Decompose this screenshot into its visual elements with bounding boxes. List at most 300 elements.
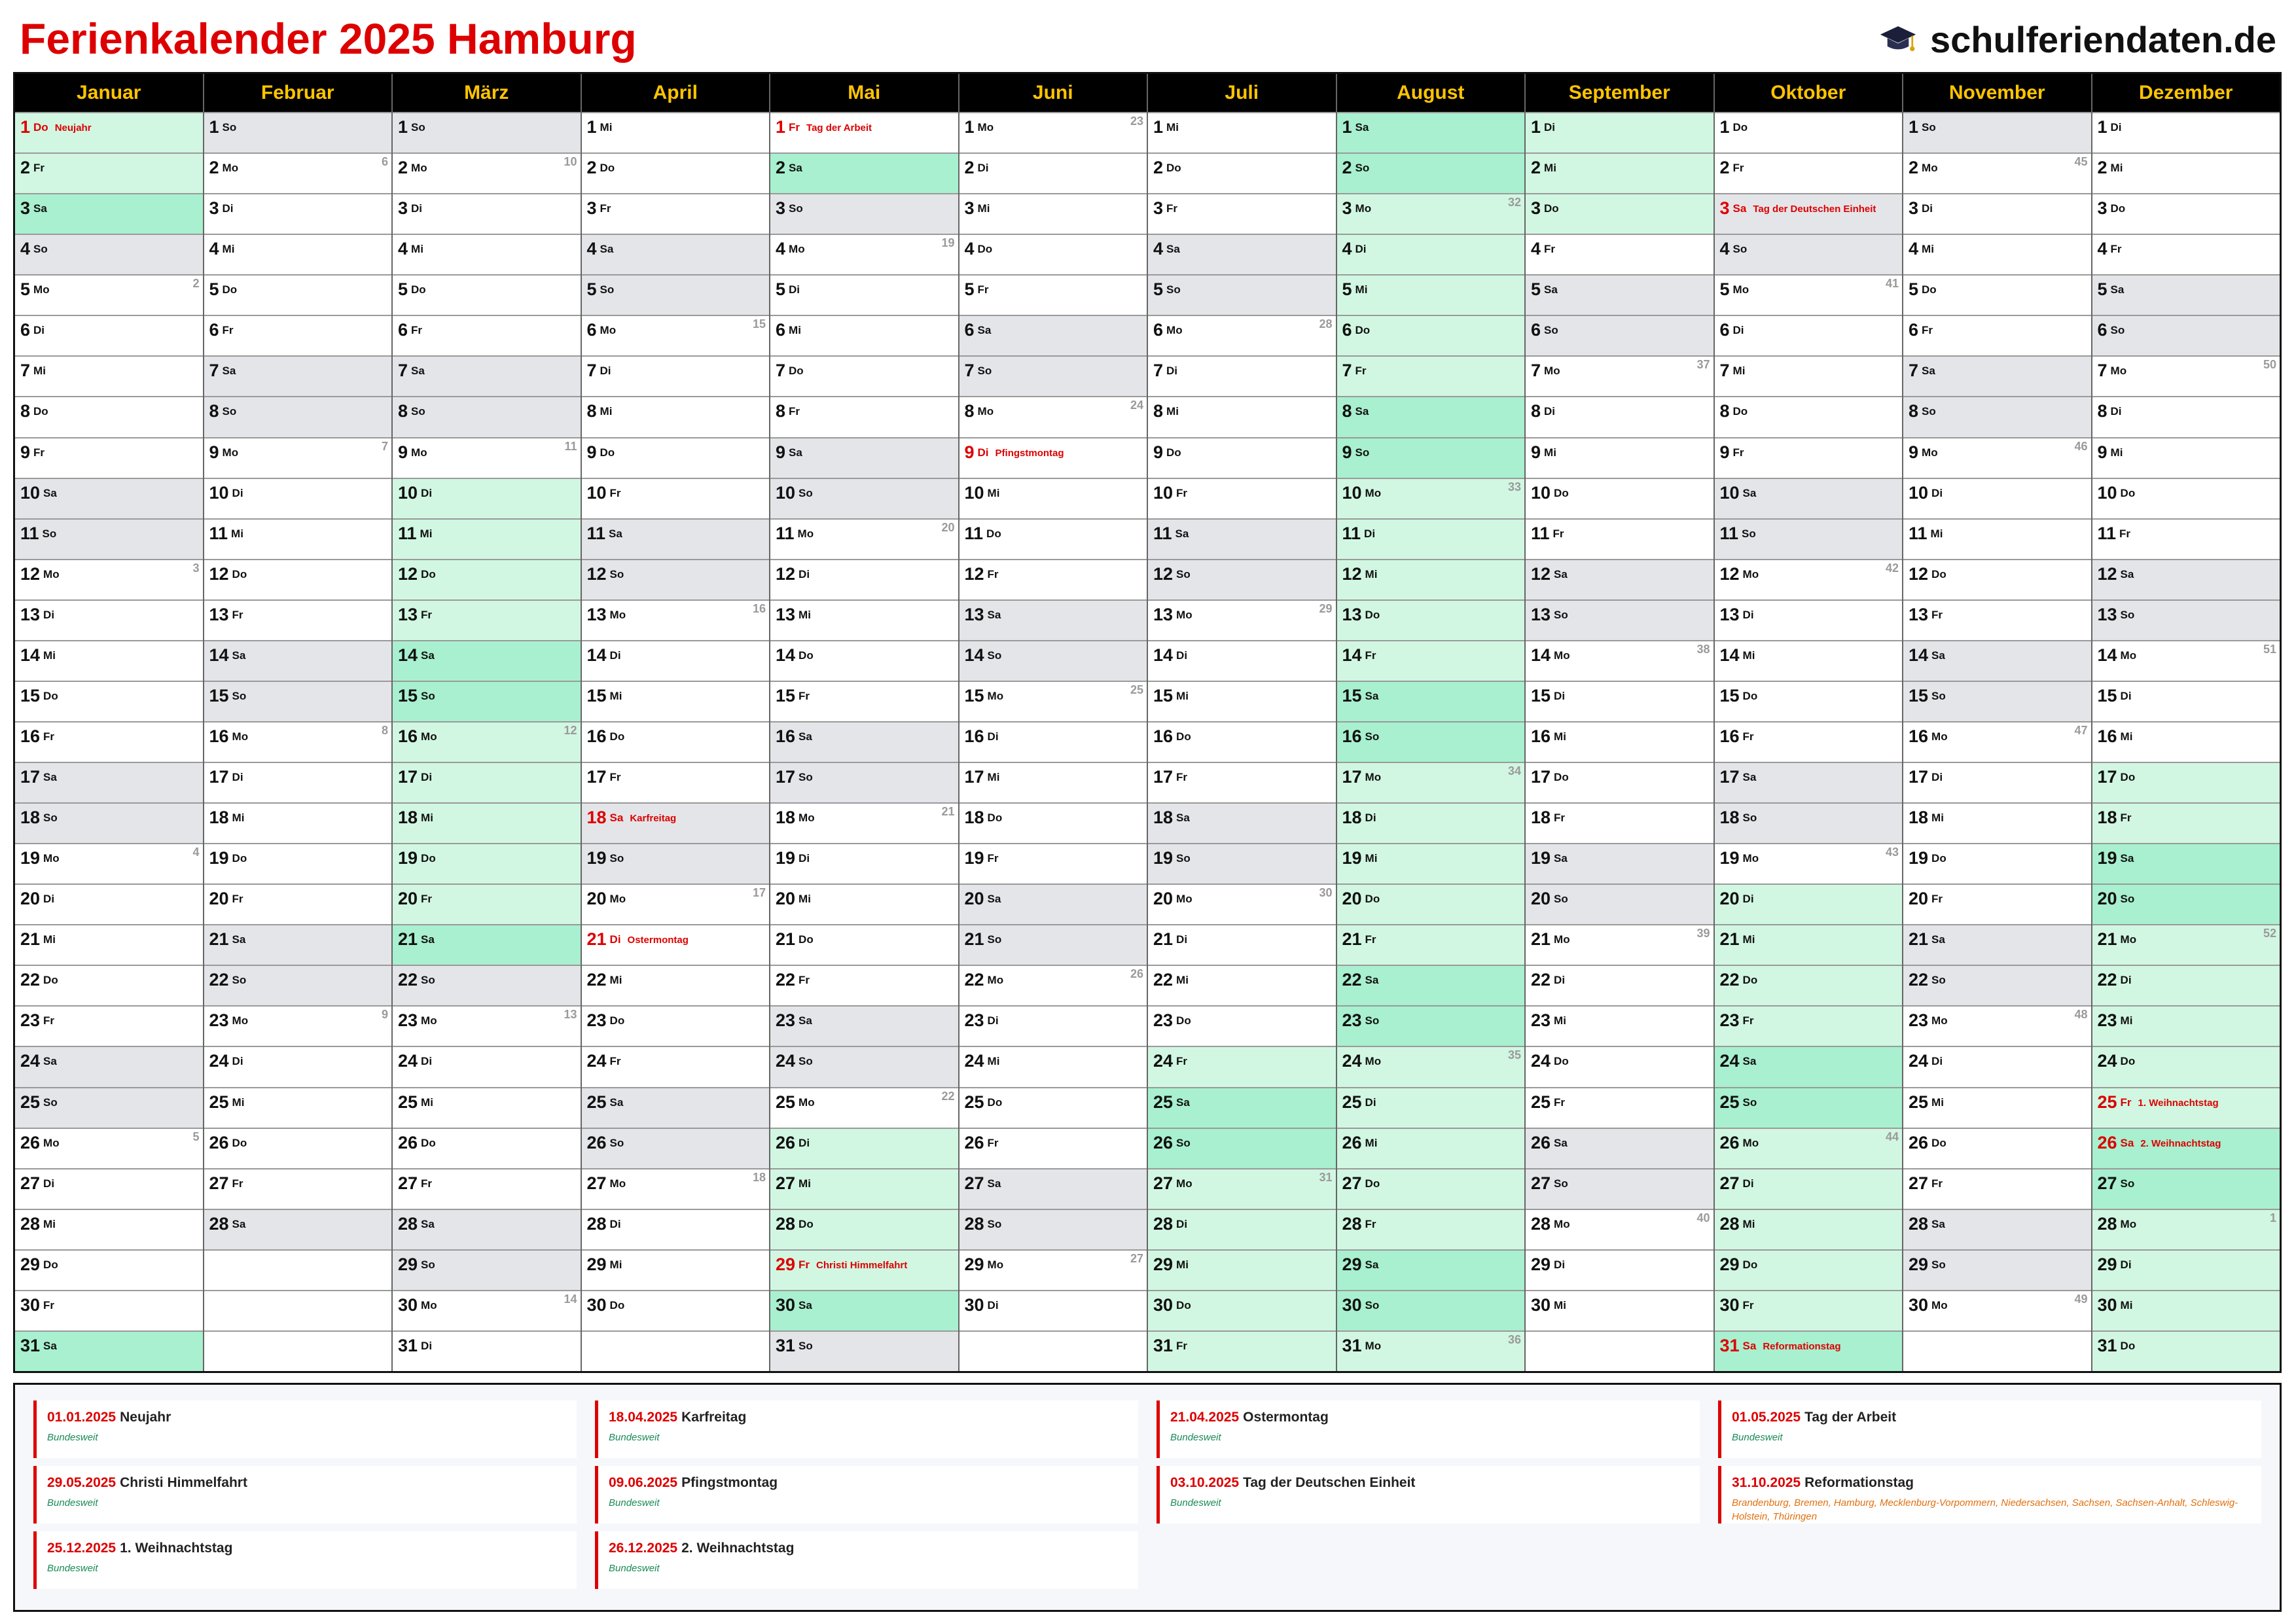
day-cell[interactable]	[1715, 1330, 1903, 1371]
day-cell[interactable]	[204, 1005, 392, 1046]
day-cell[interactable]	[582, 355, 770, 396]
day-cell[interactable]	[2092, 965, 2280, 1005]
day-cell[interactable]	[1148, 1005, 1336, 1046]
day-cell[interactable]	[960, 274, 1147, 315]
day-cell[interactable]	[204, 843, 392, 883]
day-cell[interactable]	[1526, 152, 1713, 193]
day-cell[interactable]	[960, 965, 1147, 1005]
day-cell[interactable]	[960, 681, 1147, 721]
day-cell[interactable]	[15, 1168, 203, 1209]
day-cell[interactable]	[393, 396, 581, 437]
day-cell[interactable]	[1903, 152, 2091, 193]
day-cell[interactable]	[960, 478, 1147, 518]
day-cell[interactable]	[2092, 1046, 2280, 1086]
day-cell[interactable]	[1903, 1128, 2091, 1168]
day-cell[interactable]	[393, 152, 581, 193]
day-cell[interactable]	[15, 1046, 203, 1086]
day-cell[interactable]	[1148, 1128, 1336, 1168]
day-cell[interactable]	[15, 437, 203, 478]
day-cell[interactable]	[1337, 1046, 1525, 1086]
day-cell[interactable]	[204, 802, 392, 843]
day-cell[interactable]	[1337, 315, 1525, 355]
day-cell[interactable]	[204, 1209, 392, 1249]
day-cell[interactable]	[1715, 965, 1903, 1005]
day-cell[interactable]	[1903, 274, 2091, 315]
day-cell[interactable]	[1337, 883, 1525, 924]
day-cell[interactable]	[1526, 681, 1713, 721]
day-cell[interactable]	[15, 762, 203, 802]
day-cell[interactable]	[1337, 478, 1525, 518]
day-cell[interactable]	[770, 802, 958, 843]
day-cell[interactable]	[1903, 193, 2091, 234]
day-cell[interactable]	[582, 599, 770, 640]
day-cell[interactable]	[1903, 1087, 2091, 1128]
day-cell[interactable]	[1715, 193, 1903, 234]
day-cell[interactable]	[393, 193, 581, 234]
day-cell[interactable]	[770, 640, 958, 681]
day-cell[interactable]	[960, 640, 1147, 681]
day-cell[interactable]	[960, 437, 1147, 478]
day-cell[interactable]	[1526, 193, 1713, 234]
day-cell[interactable]	[1337, 1128, 1525, 1168]
day-cell[interactable]	[1526, 518, 1713, 559]
day-cell[interactable]	[1526, 1290, 1713, 1330]
day-cell[interactable]	[1903, 1209, 2091, 1249]
day-cell[interactable]	[770, 1330, 958, 1371]
day-cell[interactable]	[960, 112, 1147, 152]
day-cell[interactable]	[770, 478, 958, 518]
day-cell[interactable]	[15, 1087, 203, 1128]
day-cell[interactable]	[15, 193, 203, 234]
day-cell[interactable]	[204, 437, 392, 478]
day-cell[interactable]	[1715, 1046, 1903, 1086]
day-cell[interactable]	[393, 1005, 581, 1046]
day-cell[interactable]	[1903, 437, 2091, 478]
day-cell[interactable]	[2092, 843, 2280, 883]
day-cell[interactable]	[1148, 1087, 1336, 1128]
day-cell[interactable]	[1903, 762, 2091, 802]
day-cell[interactable]	[393, 518, 581, 559]
day-cell[interactable]	[393, 112, 581, 152]
day-cell[interactable]	[1903, 802, 2091, 843]
day-cell[interactable]	[1903, 681, 2091, 721]
day-cell[interactable]	[1526, 802, 1713, 843]
day-cell[interactable]	[2092, 1330, 2280, 1371]
day-cell[interactable]	[1148, 681, 1336, 721]
day-cell[interactable]	[2092, 1168, 2280, 1209]
day-cell[interactable]	[2092, 1290, 2280, 1330]
day-cell[interactable]	[204, 234, 392, 274]
day-cell[interactable]	[1337, 1290, 1525, 1330]
day-cell[interactable]	[15, 355, 203, 396]
day-cell[interactable]	[1526, 234, 1713, 274]
day-cell[interactable]	[1715, 1209, 1903, 1249]
day-cell[interactable]	[393, 924, 581, 965]
day-cell[interactable]	[1337, 1330, 1525, 1371]
day-cell[interactable]	[960, 883, 1147, 924]
day-cell[interactable]	[582, 1046, 770, 1086]
day-cell[interactable]	[15, 681, 203, 721]
day-cell[interactable]	[770, 234, 958, 274]
day-cell[interactable]	[1148, 274, 1336, 315]
day-cell[interactable]	[1526, 355, 1713, 396]
day-cell[interactable]	[582, 152, 770, 193]
day-cell[interactable]	[1903, 1168, 2091, 1209]
day-cell[interactable]	[1337, 559, 1525, 599]
day-cell[interactable]	[960, 1005, 1147, 1046]
day-cell[interactable]	[1903, 1005, 2091, 1046]
day-cell[interactable]	[1715, 721, 1903, 762]
day-cell[interactable]	[1148, 559, 1336, 599]
day-cell[interactable]	[582, 1209, 770, 1249]
day-cell[interactable]	[960, 396, 1147, 437]
day-cell[interactable]	[1337, 843, 1525, 883]
day-cell[interactable]	[1148, 1290, 1336, 1330]
day-cell[interactable]	[2092, 721, 2280, 762]
day-cell[interactable]	[582, 1128, 770, 1168]
day-cell[interactable]	[582, 1249, 770, 1290]
day-cell[interactable]	[770, 274, 958, 315]
day-cell[interactable]	[1337, 802, 1525, 843]
day-cell[interactable]	[1148, 1209, 1336, 1249]
day-cell[interactable]	[1148, 1046, 1336, 1086]
day-cell[interactable]	[204, 559, 392, 599]
day-cell[interactable]	[204, 315, 392, 355]
day-cell[interactable]	[15, 1128, 203, 1168]
day-cell[interactable]	[582, 883, 770, 924]
day-cell[interactable]	[582, 802, 770, 843]
day-cell[interactable]	[770, 721, 958, 762]
day-cell[interactable]	[1148, 152, 1336, 193]
day-cell[interactable]	[770, 1005, 958, 1046]
day-cell[interactable]	[204, 112, 392, 152]
day-cell[interactable]	[1526, 1046, 1713, 1086]
day-cell[interactable]	[770, 355, 958, 396]
day-cell[interactable]	[1148, 843, 1336, 883]
day-cell[interactable]	[204, 193, 392, 234]
day-cell[interactable]	[960, 924, 1147, 965]
day-cell[interactable]	[960, 1046, 1147, 1086]
day-cell[interactable]	[204, 965, 392, 1005]
day-cell[interactable]	[582, 112, 770, 152]
day-cell[interactable]	[770, 1290, 958, 1330]
day-cell[interactable]	[204, 924, 392, 965]
day-cell[interactable]	[1903, 721, 2091, 762]
day-cell[interactable]	[2092, 478, 2280, 518]
day-cell[interactable]	[204, 355, 392, 396]
day-cell[interactable]	[1337, 1209, 1525, 1249]
day-cell[interactable]	[1337, 112, 1525, 152]
day-cell[interactable]	[2092, 193, 2280, 234]
day-cell[interactable]	[1148, 883, 1336, 924]
day-cell[interactable]	[2092, 559, 2280, 599]
day-cell[interactable]	[204, 1168, 392, 1209]
day-cell[interactable]	[2092, 599, 2280, 640]
brand-logo[interactable]	[1879, 12, 2276, 67]
day-cell[interactable]	[582, 1168, 770, 1209]
day-cell[interactable]	[15, 1330, 203, 1371]
day-cell[interactable]	[15, 234, 203, 274]
day-cell[interactable]	[393, 802, 581, 843]
day-cell[interactable]	[1715, 762, 1903, 802]
day-cell[interactable]	[1148, 518, 1336, 559]
day-cell[interactable]	[393, 1249, 581, 1290]
day-cell[interactable]	[2092, 315, 2280, 355]
day-cell[interactable]	[1148, 193, 1336, 234]
day-cell[interactable]	[1148, 599, 1336, 640]
day-cell[interactable]	[204, 721, 392, 762]
day-cell[interactable]	[1337, 193, 1525, 234]
day-cell[interactable]	[1337, 640, 1525, 681]
day-cell[interactable]	[1715, 802, 1903, 843]
day-cell[interactable]	[1337, 1087, 1525, 1128]
day-cell[interactable]	[393, 721, 581, 762]
day-cell[interactable]	[1715, 274, 1903, 315]
day-cell[interactable]	[1148, 478, 1336, 518]
day-cell[interactable]	[15, 883, 203, 924]
day-cell[interactable]	[1526, 396, 1713, 437]
day-cell[interactable]	[393, 1290, 581, 1330]
day-cell[interactable]	[960, 234, 1147, 274]
day-cell[interactable]	[2092, 1128, 2280, 1168]
day-cell[interactable]	[582, 234, 770, 274]
day-cell[interactable]	[204, 274, 392, 315]
day-cell[interactable]	[582, 721, 770, 762]
day-cell[interactable]	[15, 518, 203, 559]
day-cell[interactable]	[2092, 1005, 2280, 1046]
day-cell[interactable]	[1715, 1128, 1903, 1168]
day-cell[interactable]	[393, 315, 581, 355]
day-cell[interactable]	[1715, 924, 1903, 965]
day-cell[interactable]	[1148, 924, 1336, 965]
day-cell[interactable]	[960, 1168, 1147, 1209]
day-cell[interactable]	[204, 762, 392, 802]
day-cell[interactable]	[15, 924, 203, 965]
day-cell[interactable]	[1337, 599, 1525, 640]
day-cell[interactable]	[770, 599, 958, 640]
day-cell[interactable]	[15, 965, 203, 1005]
day-cell[interactable]	[770, 1128, 958, 1168]
day-cell[interactable]	[204, 681, 392, 721]
day-cell[interactable]	[1148, 762, 1336, 802]
day-cell[interactable]	[1337, 274, 1525, 315]
day-cell[interactable]	[1715, 883, 1903, 924]
day-cell[interactable]	[1337, 721, 1525, 762]
day-cell[interactable]	[15, 274, 203, 315]
day-cell[interactable]	[2092, 152, 2280, 193]
day-cell[interactable]	[2092, 274, 2280, 315]
day-cell[interactable]	[1526, 843, 1713, 883]
day-cell[interactable]	[1715, 1168, 1903, 1209]
day-cell[interactable]	[1715, 599, 1903, 640]
day-cell[interactable]	[15, 1209, 203, 1249]
day-cell[interactable]	[204, 396, 392, 437]
day-cell[interactable]	[1148, 1168, 1336, 1209]
day-cell[interactable]	[960, 1249, 1147, 1290]
day-cell[interactable]	[1337, 924, 1525, 965]
day-cell[interactable]	[2092, 640, 2280, 681]
day-cell[interactable]	[582, 965, 770, 1005]
day-cell[interactable]	[393, 762, 581, 802]
day-cell[interactable]	[204, 640, 392, 681]
day-cell[interactable]	[2092, 762, 2280, 802]
day-cell[interactable]	[15, 1005, 203, 1046]
day-cell[interactable]	[393, 883, 581, 924]
day-cell[interactable]	[960, 843, 1147, 883]
day-cell[interactable]	[15, 152, 203, 193]
day-cell[interactable]	[1715, 112, 1903, 152]
day-cell[interactable]	[1715, 559, 1903, 599]
day-cell[interactable]	[1715, 518, 1903, 559]
day-cell[interactable]	[2092, 883, 2280, 924]
day-cell[interactable]	[1715, 1087, 1903, 1128]
day-cell[interactable]	[960, 1128, 1147, 1168]
day-cell[interactable]	[204, 518, 392, 559]
day-cell[interactable]	[1903, 843, 2091, 883]
day-cell[interactable]	[582, 315, 770, 355]
day-cell[interactable]	[393, 1330, 581, 1371]
day-cell[interactable]	[1337, 1168, 1525, 1209]
day-cell[interactable]	[770, 1046, 958, 1086]
day-cell[interactable]	[204, 152, 392, 193]
day-cell[interactable]	[582, 437, 770, 478]
day-cell[interactable]	[2092, 518, 2280, 559]
day-cell[interactable]	[393, 965, 581, 1005]
day-cell[interactable]	[2092, 802, 2280, 843]
day-cell[interactable]	[15, 843, 203, 883]
day-cell[interactable]	[1903, 112, 2091, 152]
day-cell[interactable]	[582, 681, 770, 721]
day-cell[interactable]	[204, 1128, 392, 1168]
day-cell[interactable]	[770, 965, 958, 1005]
day-cell[interactable]	[770, 559, 958, 599]
day-cell[interactable]	[15, 478, 203, 518]
day-cell[interactable]	[582, 518, 770, 559]
day-cell[interactable]	[960, 315, 1147, 355]
day-cell[interactable]	[1715, 396, 1903, 437]
day-cell[interactable]	[1526, 721, 1713, 762]
day-cell[interactable]	[1148, 437, 1336, 478]
day-cell[interactable]	[393, 234, 581, 274]
day-cell[interactable]	[1337, 437, 1525, 478]
day-cell[interactable]	[1148, 640, 1336, 681]
day-cell[interactable]	[1148, 1330, 1336, 1371]
day-cell[interactable]	[1903, 315, 2091, 355]
day-cell[interactable]	[1903, 1249, 2091, 1290]
day-cell[interactable]	[204, 883, 392, 924]
day-cell[interactable]	[393, 437, 581, 478]
day-cell[interactable]	[1337, 1249, 1525, 1290]
day-cell[interactable]	[582, 1087, 770, 1128]
day-cell[interactable]	[1526, 762, 1713, 802]
day-cell[interactable]	[770, 437, 958, 478]
day-cell[interactable]	[1337, 762, 1525, 802]
day-cell[interactable]	[1715, 315, 1903, 355]
day-cell[interactable]	[1715, 1005, 1903, 1046]
day-cell[interactable]	[582, 843, 770, 883]
day-cell[interactable]	[393, 1046, 581, 1086]
day-cell[interactable]	[582, 1005, 770, 1046]
day-cell[interactable]	[1526, 1249, 1713, 1290]
day-cell[interactable]	[1903, 518, 2091, 559]
day-cell[interactable]	[960, 518, 1147, 559]
day-cell[interactable]	[15, 802, 203, 843]
day-cell[interactable]	[960, 1087, 1147, 1128]
day-cell[interactable]	[1715, 234, 1903, 274]
day-cell[interactable]	[582, 274, 770, 315]
day-cell[interactable]	[1148, 721, 1336, 762]
day-cell[interactable]	[1903, 965, 2091, 1005]
day-cell[interactable]	[582, 559, 770, 599]
day-cell[interactable]	[1715, 843, 1903, 883]
day-cell[interactable]	[204, 599, 392, 640]
day-cell[interactable]	[15, 315, 203, 355]
day-cell[interactable]	[1337, 396, 1525, 437]
day-cell[interactable]	[393, 1087, 581, 1128]
day-cell[interactable]	[2092, 437, 2280, 478]
day-cell[interactable]	[582, 396, 770, 437]
day-cell[interactable]	[2092, 681, 2280, 721]
day-cell[interactable]	[960, 559, 1147, 599]
day-cell[interactable]	[960, 193, 1147, 234]
day-cell[interactable]	[1526, 437, 1713, 478]
day-cell[interactable]	[1148, 965, 1336, 1005]
day-cell[interactable]	[960, 721, 1147, 762]
day-cell[interactable]	[770, 396, 958, 437]
day-cell[interactable]	[1526, 478, 1713, 518]
day-cell[interactable]	[770, 681, 958, 721]
day-cell[interactable]	[1903, 924, 2091, 965]
day-cell[interactable]	[2092, 1209, 2280, 1249]
day-cell[interactable]	[15, 1249, 203, 1290]
day-cell[interactable]	[1903, 640, 2091, 681]
day-cell[interactable]	[770, 193, 958, 234]
day-cell[interactable]	[770, 1209, 958, 1249]
day-cell[interactable]	[1526, 1087, 1713, 1128]
day-cell[interactable]	[1526, 315, 1713, 355]
day-cell[interactable]	[393, 274, 581, 315]
day-cell[interactable]	[1337, 1005, 1525, 1046]
day-cell[interactable]	[1903, 478, 2091, 518]
day-cell[interactable]	[204, 1087, 392, 1128]
day-cell[interactable]	[1903, 559, 2091, 599]
day-cell[interactable]	[1715, 355, 1903, 396]
day-cell[interactable]	[1715, 478, 1903, 518]
day-cell[interactable]	[960, 1290, 1147, 1330]
day-cell[interactable]	[1526, 112, 1713, 152]
day-cell[interactable]	[2092, 234, 2280, 274]
day-cell[interactable]	[1715, 681, 1903, 721]
day-cell[interactable]	[582, 640, 770, 681]
day-cell[interactable]	[1903, 396, 2091, 437]
day-cell[interactable]	[770, 762, 958, 802]
day-cell[interactable]	[1903, 599, 2091, 640]
day-cell[interactable]	[1337, 234, 1525, 274]
day-cell[interactable]	[1903, 355, 2091, 396]
day-cell[interactable]	[393, 1168, 581, 1209]
day-cell[interactable]	[393, 1209, 581, 1249]
day-cell[interactable]	[770, 843, 958, 883]
day-cell[interactable]	[960, 762, 1147, 802]
day-cell[interactable]	[960, 599, 1147, 640]
day-cell[interactable]	[393, 478, 581, 518]
day-cell[interactable]	[15, 112, 203, 152]
day-cell[interactable]	[1337, 152, 1525, 193]
day-cell[interactable]	[1148, 315, 1336, 355]
day-cell[interactable]	[1148, 1249, 1336, 1290]
day-cell[interactable]	[770, 152, 958, 193]
day-cell[interactable]	[1337, 518, 1525, 559]
